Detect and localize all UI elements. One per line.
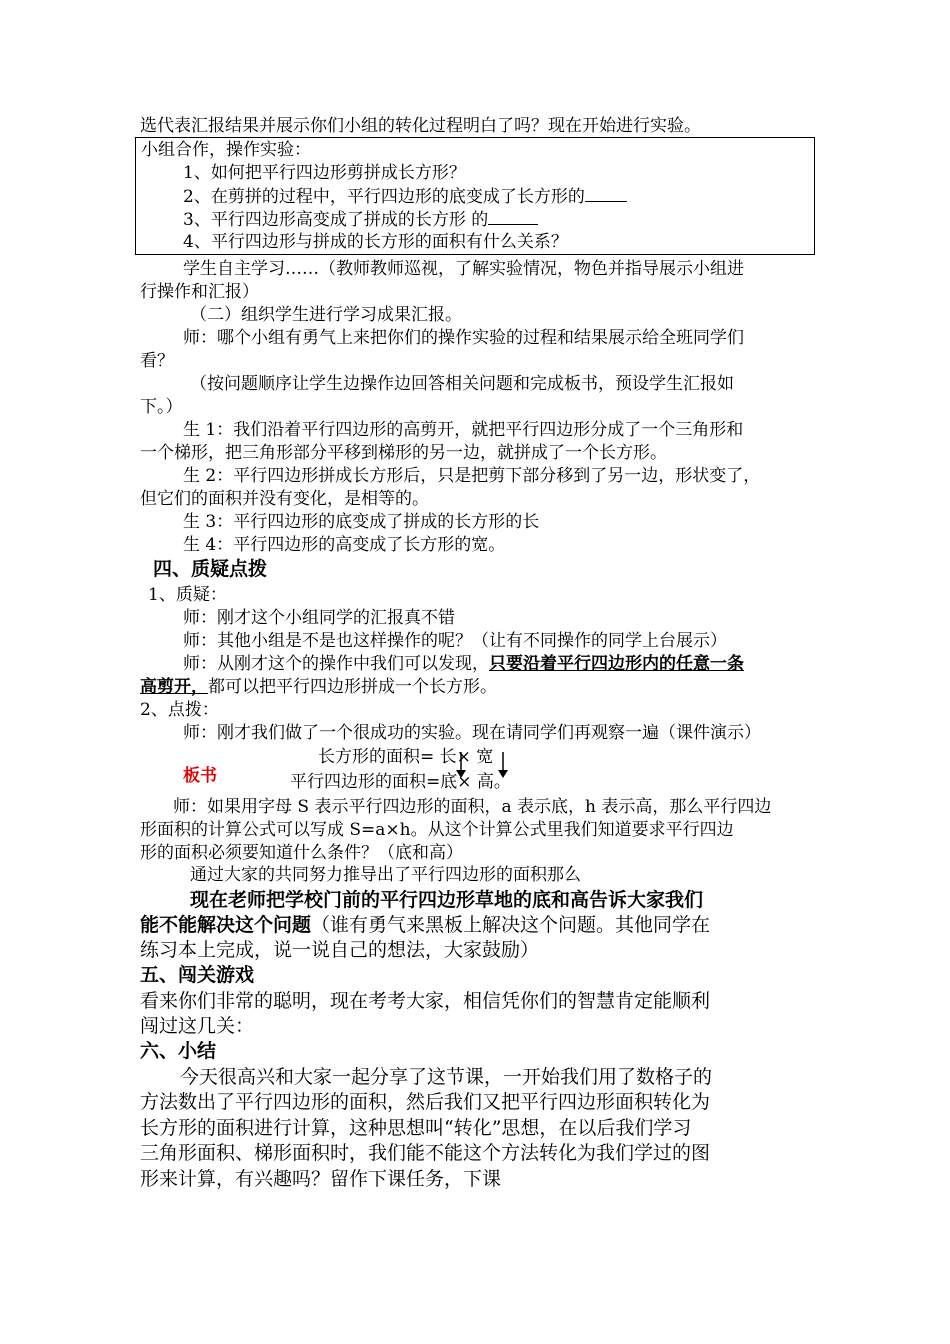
subheading-question: 1、质疑： <box>148 585 227 605</box>
heading-section-6: 六、小结 <box>140 1040 217 1062</box>
student-2-a: 生 2：平行四边形拼成长方形后，只是把剪下部分移到了另一边，形状变了， <box>183 466 761 486</box>
teacher-line-5c: 形的面积必须要知道什么条件？（底和高） <box>140 843 463 863</box>
teacher-line-5b: 形面积的计算公式可以写成 S=a×h。从这个计算公式里我们知道要求平行四边 <box>140 820 734 840</box>
intro-line: 选代表汇报结果并展示你们小组的转化过程明白了吗？现在开始进行实验。 <box>140 116 701 136</box>
teacher-line-3a: 师：从刚才这个的操作中我们可以发现，只要沿着平行四边形内的任意一条 <box>183 654 744 674</box>
teacher-line-2: 师：其他小组是不是也这样操作的呢？（让有不同操作的同学上台展示） <box>183 631 727 651</box>
blank-line <box>585 185 627 202</box>
game-line-2: 闯过这几关： <box>140 1015 255 1037</box>
box-question-3: 3、平行四边形高变成了拼成的长方形 的 <box>183 208 538 231</box>
formula-parallelogram: 平行四边形的面积=底× 高。 <box>290 772 511 792</box>
game-line-1: 看来你们非常的聪明，现在考考大家，相信凭你们的智慧肯定能顺利 <box>140 990 711 1012</box>
conclusion-line-2: 方法数出了平行四边形的面积，然后我们又把平行四边形面积转化为 <box>140 1091 711 1113</box>
teacher-line-5a: 师：如果用字母 S 表示平行四边形的面积，a 表示底，h 表示高，那么平行四边 <box>173 797 772 817</box>
teacher-line-3b: 高剪开，都可以把平行四边形拼成一个长方形。 <box>140 677 497 697</box>
box-title: 小组合作，操作实验： <box>141 140 311 160</box>
summary-derivation: 通过大家的共同努力推导出了平行四边形的面积那么 <box>190 865 581 885</box>
para-teacher-ask-2: 看？ <box>140 351 174 371</box>
blank-line <box>488 208 538 225</box>
formula-rectangle: 长方形的面积= 长× 宽 <box>318 747 494 767</box>
para-section-two: （二）组织学生进行学习成果汇报。 <box>190 305 462 325</box>
conclusion-line-5: 形来计算，有兴趣吗？留作下课任务，下课 <box>140 1168 502 1190</box>
conclusion-line-1: 今天很高兴和大家一起分享了这节课，一开始我们用了数格子的 <box>180 1066 713 1088</box>
para-teacher-ask-1: 师：哪个小组有勇气上来把你们的操作实验的过程和结果展示给全班同学们 <box>183 328 744 348</box>
board-label: 板书 <box>183 766 217 786</box>
box-question-2: 2、在剪拼的过程中，平行四边形的底变成了长方形的 <box>183 185 627 208</box>
para-self-study-1: 学生自主学习……（教师教师巡视，了解实验情况，物色并指导展示小组进 <box>183 259 744 279</box>
student-4: 生 4：平行四边形的高变成了长方形的宽。 <box>183 535 506 555</box>
subheading-hint: 2、点拨： <box>140 700 219 720</box>
task-line-1: 现在老师把学校门前的平行四边形草地的底和高告诉大家我们 <box>190 889 704 911</box>
para-order-2: 下。） <box>140 397 183 417</box>
box-question-1: 1、如何把平行四边形剪拼成长方形？ <box>183 163 466 183</box>
student-2-b: 但它们的面积并没有变化，是相等的。 <box>140 489 429 509</box>
box-question-4: 4、平行四边形与拼成的长方形的面积有什么关系？ <box>183 232 568 252</box>
student-3: 生 3：平行四边形的底变成了拼成的长方形的长 <box>183 512 540 532</box>
heading-section-4: 四、质疑点拨 <box>153 558 268 580</box>
task-line-3: 练习本上完成，说一说自己的想法，大家鼓励） <box>140 939 540 961</box>
teacher-line-4: 师：刚才我们做了一个很成功的实验。现在请同学们再观察一遍（课件演示） <box>183 723 761 743</box>
task-line-2: 能不能解决这个问题（谁有勇气来黑板上解决这个问题。其他同学在 <box>140 914 711 936</box>
teacher-line-1: 师：刚才这个小组同学的汇报真不错 <box>183 608 455 628</box>
para-self-study-2: 行操作和汇报） <box>140 282 259 302</box>
student-1-a: 生 1：我们沿着平行四边形的高剪开，就把平行四边形分成了一个三角形和 <box>183 420 744 440</box>
para-order-1: （按问题顺序让学生边操作边回答相关问题和完成板书，预设学生汇报如 <box>190 374 734 394</box>
conclusion-line-4: 三角形面积、梯形面积时，我们能不能这个方法转化为我们学过的图 <box>140 1142 711 1164</box>
heading-section-5: 五、闯关游戏 <box>140 964 255 986</box>
student-1-b: 一个梯形，把三角形部分平移到梯形的另一边，就拼成了一个长方形。 <box>140 443 667 463</box>
conclusion-line-3: 长方形的面积进行计算，这种思想叫“转化”思想，在以后我们学习 <box>140 1117 692 1139</box>
